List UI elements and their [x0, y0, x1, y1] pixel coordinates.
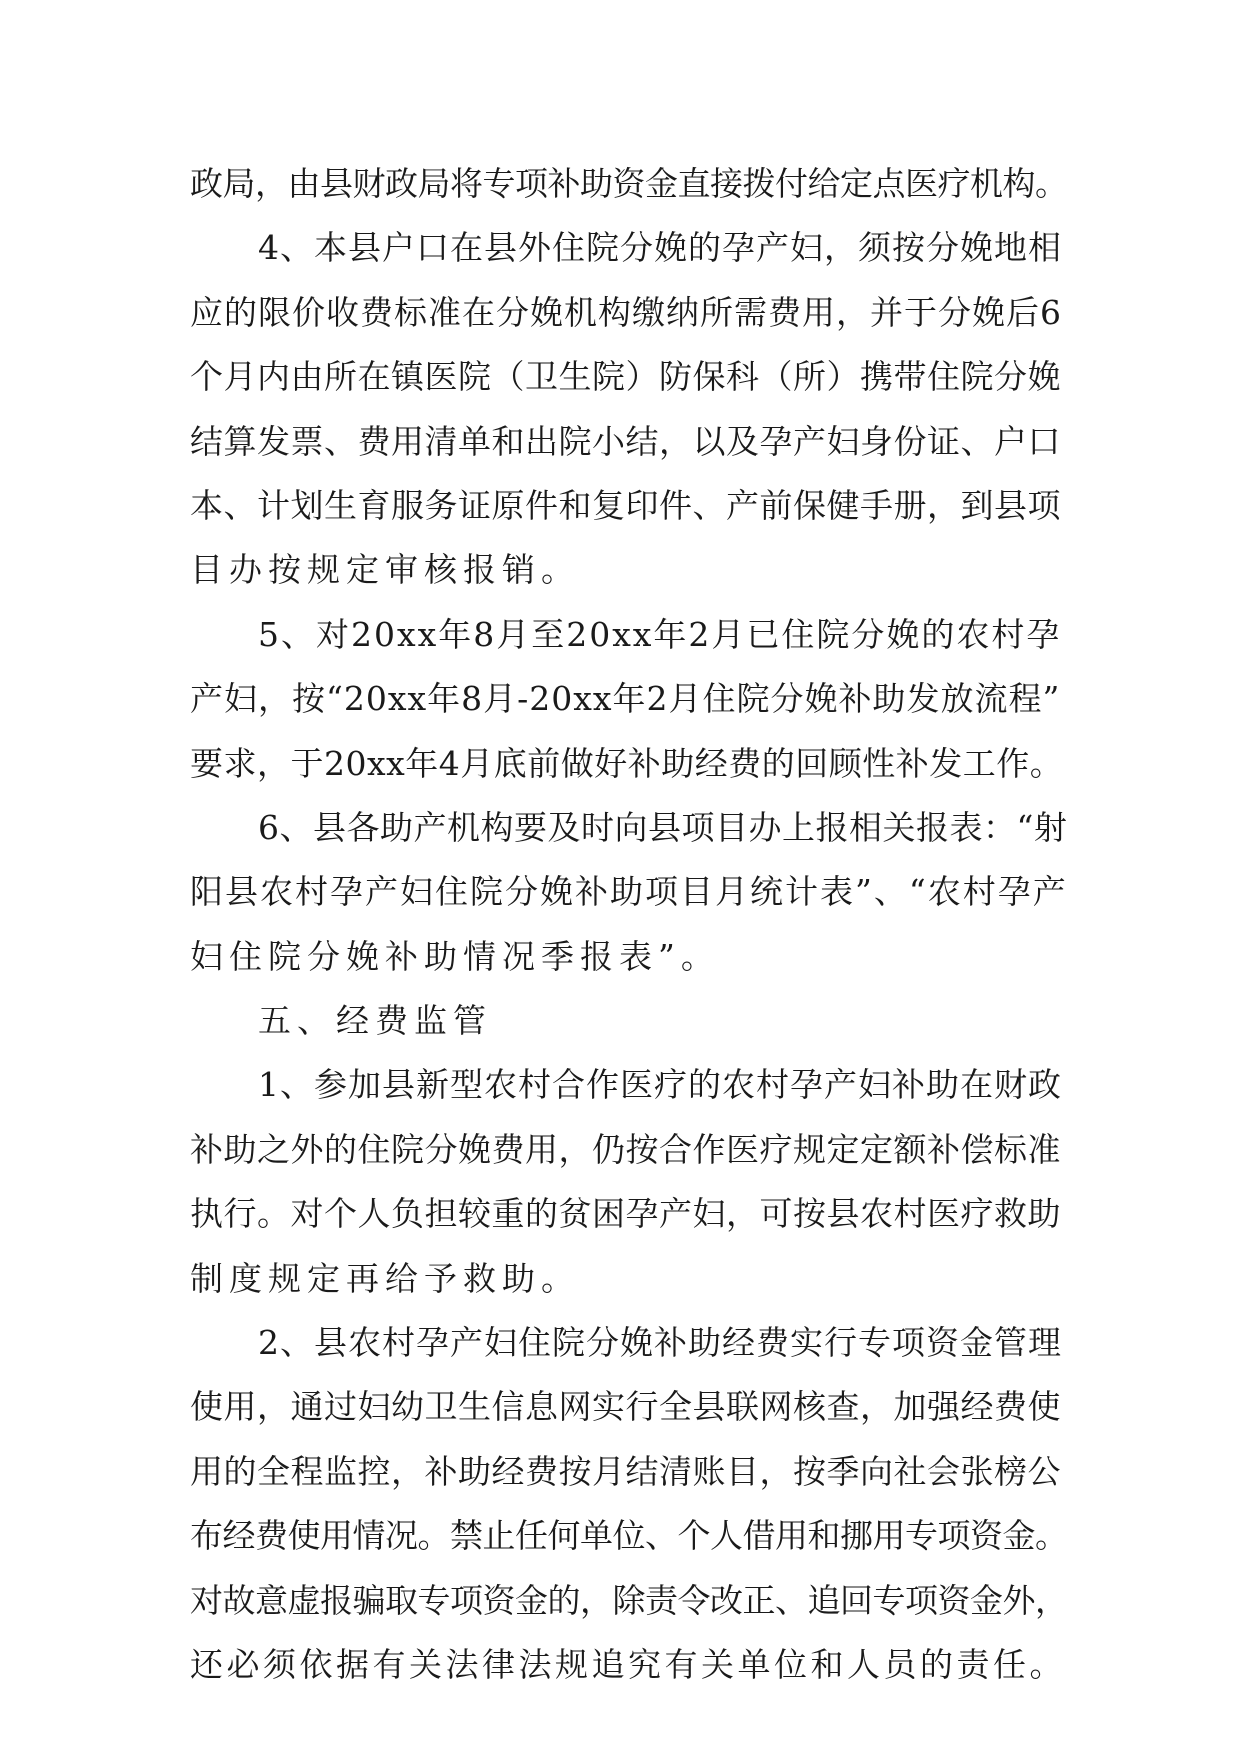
- text-line: 补助之外的住院分娩费用，仍按合作医疗规定定额补偿标准: [190, 1129, 1061, 1169]
- text-line: 个月内由所在镇医院（卫生院）防保科（所）携带住院分娩: [190, 357, 1061, 397]
- text-line: 布经费使用情况。禁止任何单位、个人借用和挪用专项资金。: [190, 1516, 1068, 1556]
- text-line: 对故意虚报骗取专项资金的，除责令改正、追回专项资金外，: [190, 1580, 1068, 1620]
- text-line: 2、县农村孕产妇住院分娩补助经费实行专项资金管理: [258, 1323, 1062, 1363]
- text-line: 1、参加县新型农村合作医疗的农村孕产妇补助在财政: [258, 1065, 1062, 1105]
- text-line: 用的全程监控，补助经费按月结清账目，按季向社会张榜公: [190, 1451, 1061, 1491]
- text-line: 6、县各助产机构要及时向县项目办上报相关报表：“射: [258, 807, 1068, 847]
- text-line: 产妇，按“20xx年8月-20xx年2月住院分娩补助发放流程”: [190, 679, 1061, 719]
- text-line: 5、对20xx年8月至20xx年2月已住院分娩的农村孕: [258, 614, 1062, 654]
- text-line: 还必须依据有关法律法规追究有关单位和人员的责任。: [190, 1644, 1066, 1684]
- text-line: 应的限价收费标准在分娩机构缴纳所需费用，并于分娩后6: [190, 292, 1062, 332]
- text-line: 目办按规定审核报销。: [190, 550, 580, 590]
- text-line: 制度规定再给予救助。: [190, 1258, 580, 1298]
- text-line: 要求，于20xx年4月底前做好补助经费的回顾性补发工作。: [190, 743, 1064, 783]
- document-body: [190, 152, 1070, 1697]
- text-line: 结算发票、费用清单和出院小结，以及孕产妇身份证、户口: [190, 421, 1061, 461]
- text-line: 政局，由县财政局将专项补助资金直接拨付给定点医疗机构。: [190, 164, 1068, 203]
- text-line: 妇住院分娩补助情况季报表”。: [190, 936, 720, 976]
- text-line: 五、经费监管: [258, 1001, 492, 1041]
- text-line: 阳县农村孕产妇住院分娩补助项目月统计表”、“农村孕产: [190, 872, 1068, 912]
- text-line: 使用，通过妇幼卫生信息网实行全县联网核查，加强经费使: [190, 1387, 1061, 1427]
- text-line: 本、计划生育服务证原件和复印件、产前保健手册，到县项: [190, 485, 1061, 525]
- text-line: 执行。对个人负担较重的贫困孕产妇，可按县农村医疗救助: [190, 1194, 1061, 1234]
- text-line: 4、本县户口在县外住院分娩的孕产妇，须按分娩地相: [258, 228, 1062, 268]
